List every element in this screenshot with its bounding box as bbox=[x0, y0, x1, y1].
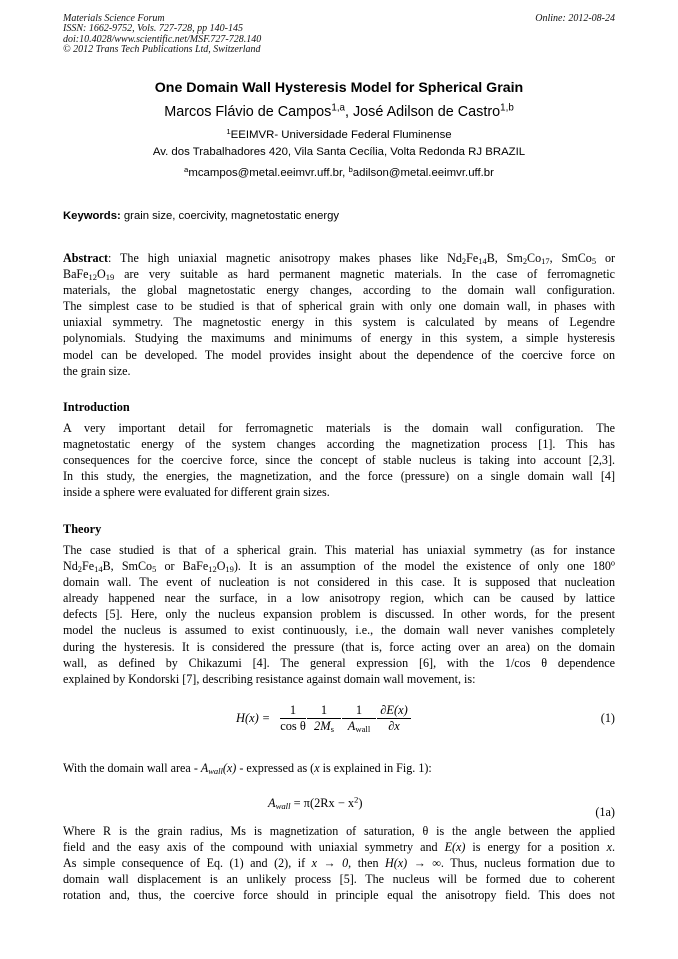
between-symbol: (x) bbox=[222, 761, 237, 775]
final-line: domain wall displacement is an unlikely process [5]. The nucleus will be formed due to coherent bbox=[63, 872, 615, 887]
fraction-numerator: 1 bbox=[307, 703, 341, 719]
abstract-line: the grain size. bbox=[63, 363, 131, 378]
between-text: is explained in Fig. 1): bbox=[319, 761, 432, 775]
numerator-text: ∂E(x) bbox=[380, 703, 408, 717]
final-symbol: H(x) → ∞ bbox=[385, 856, 441, 871]
online-date: Online: 2012-08-24 bbox=[535, 13, 615, 24]
subscript: wall bbox=[275, 801, 291, 812]
between-text: - expressed as ( bbox=[236, 761, 315, 775]
abstract-text: Co bbox=[527, 251, 542, 265]
abstract-line: uniaxial symmetry. The magnetostic energy in this system is calculated by means of Legendre bbox=[63, 315, 615, 330]
abstract-text: or bbox=[596, 251, 615, 265]
subscript: 5 bbox=[152, 564, 157, 575]
denominator-text: A bbox=[347, 719, 356, 733]
subscript: 14 bbox=[94, 564, 103, 575]
email-a-marker: a bbox=[184, 164, 189, 174]
subscript: 2 bbox=[461, 256, 467, 267]
final-symbol: x → 0 bbox=[311, 856, 349, 871]
abstract-text: B, Sm bbox=[486, 251, 523, 265]
subscript: 19 bbox=[105, 272, 115, 283]
abstract-text: : The high uniaxial magnetic anisotropy makes phases like Nd bbox=[108, 251, 462, 265]
abstract-line: The simplest case to be studied is that of spherical grain with only one domain wall, in phases with bbox=[63, 299, 615, 314]
fraction-denominator bbox=[377, 719, 411, 734]
keywords-text: grain size, coercivity, magnetostatic energy bbox=[120, 210, 340, 222]
denominator-text: ∂x bbox=[388, 719, 400, 733]
affiliation-address: Av. dos Trabalhadores 420, Vila Santa Cecília, Volta Redonda RJ BRAZIL bbox=[152, 146, 526, 158]
fraction-numerator: 1 bbox=[342, 703, 376, 719]
theory-line: defects [5]. Here, only the nucleus expansion problem is discussed. In other words, for the present bbox=[63, 607, 615, 622]
author-1: Marcos Flávio de Campos bbox=[164, 104, 332, 120]
fraction-denominator: cos θ bbox=[280, 719, 306, 733]
final-text: is energy for a position bbox=[465, 840, 607, 855]
equation-1-fraction-4 bbox=[377, 703, 411, 734]
theory-line: explained by Kondorski [7], describing resistance against domain wall movement, is: bbox=[63, 671, 476, 686]
copyright: © 2012 Trans Tech Publications Ltd, Switzerland bbox=[63, 43, 261, 55]
final-paragraph bbox=[63, 823, 615, 903]
fraction-numerator: 1 bbox=[280, 703, 306, 719]
abstract-text: , SmCo bbox=[549, 251, 592, 265]
theory-line: domain wall. The event of nucleation is not considered in this case. It is supposed that nucleation bbox=[63, 575, 615, 590]
equation-1-number: (1) bbox=[600, 711, 615, 725]
institution-name: EEIMVR- Universidade Federal Fluminense bbox=[230, 129, 452, 141]
subscript: wall bbox=[355, 724, 371, 735]
equation-1-lhs bbox=[236, 711, 270, 726]
theory-text: Fe bbox=[82, 559, 95, 574]
abstract-paragraph bbox=[63, 250, 615, 379]
subscript: wall bbox=[208, 766, 223, 777]
journal-header bbox=[63, 14, 615, 55]
author-2: José Adilson de Castro bbox=[352, 104, 501, 120]
subscript: 2 bbox=[77, 564, 83, 575]
theory-text: Nd bbox=[63, 559, 78, 574]
final-line bbox=[63, 855, 615, 871]
final-text: . bbox=[611, 840, 615, 855]
eq1a-text: ) bbox=[358, 796, 363, 810]
theory-line: wall, as defined by Chikazumi [4]. The general expression [6], with the 1/cos θ dependence bbox=[63, 655, 615, 670]
final-symbol: E(x) bbox=[444, 840, 466, 855]
paper-title: One Domain Wall Hysteresis Model for Spherical Grain bbox=[154, 80, 524, 96]
final-text: . Thus, nucleus formation due to bbox=[440, 856, 615, 871]
between-text: With the domain wall area - bbox=[63, 761, 201, 775]
introduction-heading: Introduction bbox=[63, 400, 130, 414]
subscript: 14 bbox=[478, 256, 487, 267]
subscript: 17 bbox=[541, 256, 550, 267]
subscript: 5 bbox=[591, 256, 597, 267]
affiliation-number: 1 bbox=[226, 126, 231, 136]
intro-line: consequences for the coercive force, since the concept of stable nucleus is taking into account [2,3]. bbox=[63, 453, 615, 468]
equation-1-fraction-3 bbox=[342, 703, 376, 734]
affiliation-institution bbox=[0, 126, 678, 141]
author-separator: , bbox=[344, 104, 353, 120]
subscript: 2 bbox=[522, 256, 528, 267]
fraction-denominator bbox=[342, 719, 376, 734]
equation-1a bbox=[268, 796, 362, 811]
authors bbox=[0, 104, 678, 120]
equation-1-fraction-1 bbox=[280, 703, 306, 734]
abstract-line bbox=[63, 250, 615, 266]
eq1-lhs-text: H(x) = bbox=[236, 711, 271, 725]
final-line: Where R is the grain radius, Ms is magnetization of saturation, θ is the angle between the applied bbox=[63, 824, 615, 838]
theory-line: The case studied is that of a spherical grain. This material has uniaxial symmetry (as for instance bbox=[63, 543, 615, 557]
abstract-text: BaFe bbox=[63, 267, 89, 282]
theory-text: O bbox=[216, 559, 226, 574]
subscript: 12 bbox=[208, 564, 217, 575]
intro-line: A very important detail for ferromagnetic materials is the domain wall configuration. The bbox=[63, 421, 615, 435]
theory-text: or BaFe bbox=[156, 559, 209, 574]
final-text: field and the easy axis of the compound with uniaxial symmetry and bbox=[63, 840, 445, 855]
intro-line: inside a sphere were evaluated for different grain sizes. bbox=[63, 485, 330, 500]
between-symbol: A bbox=[200, 761, 209, 775]
intro-line: magnetostatic energy of the system changes according the magnetization process [1]. This has bbox=[63, 437, 615, 452]
final-symbol: x bbox=[606, 840, 612, 855]
superscript: o bbox=[610, 558, 615, 568]
doi: doi:10.4028/www.scientific.net/MSF.727-728.140 bbox=[63, 33, 262, 45]
subscript: 12 bbox=[88, 272, 97, 283]
journal-name: Materials Science Forum bbox=[63, 13, 165, 24]
email-b-marker: b bbox=[348, 164, 353, 174]
abstract-line: model can be developed. The model provides insight about the dependence of the coercive force on bbox=[63, 347, 615, 362]
theory-line: model the nucleus is assumed to exist continuously, i.e., the domain wall never vanishes completely bbox=[63, 623, 615, 638]
abstract-line: polynomials. Studying the maximums and minimums of energy in this system, a simple hysteresis bbox=[63, 331, 615, 346]
eq1a-symbol: A bbox=[268, 796, 276, 810]
abstract-text: are very suitable as hard permanent magnetic materials. In the case of ferromagnetic bbox=[114, 267, 615, 282]
equation-1-fraction-2 bbox=[307, 703, 341, 734]
theory-text: B, SmCo bbox=[102, 559, 153, 574]
abstract-text: Fe bbox=[466, 251, 479, 265]
keywords-label: Keywords: bbox=[63, 210, 121, 222]
eq1a-text: = π(2Rx − x bbox=[290, 796, 355, 810]
issn: ISSN: 1662-9752, Vols. 727-728, pp 140-145 bbox=[63, 23, 243, 35]
author-2-affil: 1,b bbox=[500, 102, 514, 114]
email-b[interactable]: adilson@metal.eeimvr.uff.br bbox=[352, 167, 494, 179]
keywords bbox=[63, 210, 339, 222]
intro-line: In this study, the energies, the magnetization, and the force (pressure) on a single domain wall [4] bbox=[63, 469, 615, 484]
author-1-affil: 1,a bbox=[331, 102, 345, 114]
between-line bbox=[63, 760, 615, 776]
theory-paragraph bbox=[63, 542, 615, 687]
abstract-line bbox=[63, 266, 615, 282]
subscript: s bbox=[330, 724, 334, 735]
subscript: 19 bbox=[225, 564, 234, 575]
equation-intro-text bbox=[63, 760, 615, 776]
theory-line: during the hysteresis. It is considered the pressure (that is, force acting over an area) on the domain bbox=[63, 639, 615, 654]
fraction-denominator bbox=[307, 719, 341, 734]
final-line bbox=[63, 839, 615, 855]
denominator-text: 2M bbox=[314, 719, 331, 733]
theory-line bbox=[63, 558, 615, 574]
abstract-text: O bbox=[97, 267, 106, 282]
superscript: 2 bbox=[354, 794, 359, 805]
final-text: As simple consequence of Eq. (1) and (2), if bbox=[63, 856, 312, 871]
fraction-numerator bbox=[377, 703, 411, 719]
final-text: , then bbox=[348, 856, 386, 871]
theory-heading: Theory bbox=[63, 522, 102, 536]
final-line: rotation and, thus, the coercive force should in principle equal the anisotropy field. This does not bbox=[63, 888, 615, 903]
theory-line: already happened near the surface, in a low anisotropy region, which can be caused by lattice bbox=[63, 591, 615, 606]
introduction-paragraph bbox=[63, 420, 615, 500]
between-symbol: x bbox=[314, 761, 320, 775]
email-a[interactable]: mcampos@metal.eeimvr.uff.br, bbox=[188, 167, 349, 179]
equation-1a-number: (1a) bbox=[595, 805, 615, 819]
abstract-line: materials, the global magnetostatic energy changes, according to the domain wall configuration. bbox=[63, 283, 615, 298]
abstract-label: Abstract bbox=[63, 251, 109, 265]
author-emails bbox=[0, 164, 678, 179]
theory-text: ). It is an assumption of the model the existence of only one 180 bbox=[233, 559, 611, 574]
